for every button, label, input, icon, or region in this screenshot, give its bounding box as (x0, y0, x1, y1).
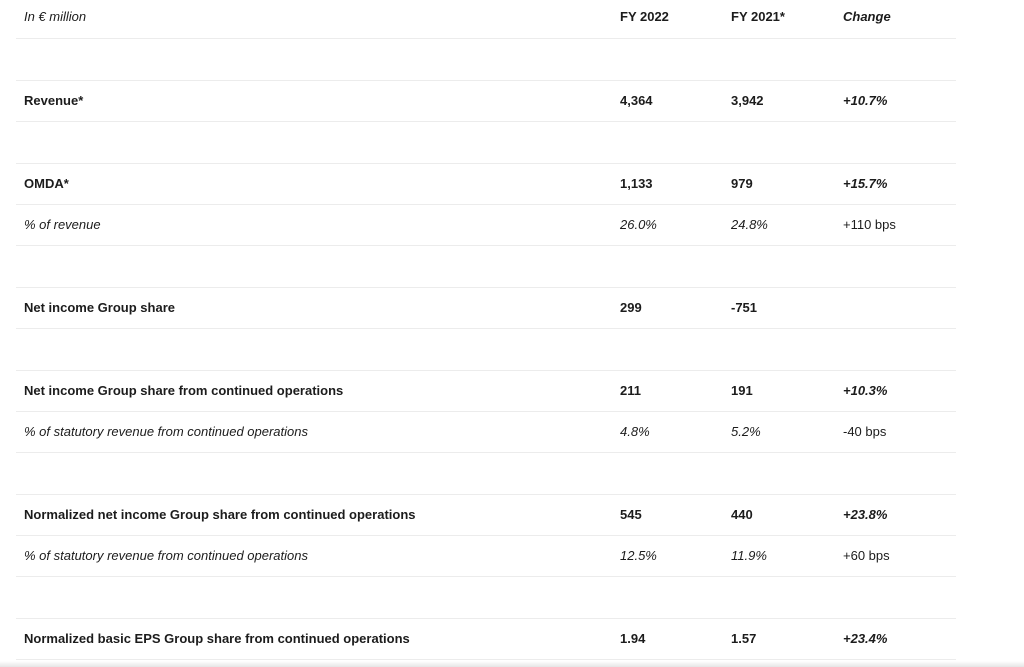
row-label: Normalized basic EPS Group share from continued operations (24, 631, 410, 646)
bottom-edge-shadow (0, 661, 1024, 667)
row-label: % of revenue (24, 217, 101, 232)
value-fy2022: 1.94 (620, 631, 646, 646)
unit-label: In € million (24, 9, 87, 24)
value-fy2022: 545 (620, 507, 642, 522)
table-row-net-income (16, 288, 956, 329)
value-change: +15.7% (843, 176, 888, 191)
row-label: Normalized net income Group share from continued operations (24, 507, 416, 522)
value-fy2021: 11.9% (731, 548, 767, 563)
row-label: Net income Group share from continued operations (24, 383, 344, 398)
column-header-fy2022: FY 2022 (620, 9, 669, 24)
table-row-normalized-net-income-margin (16, 536, 956, 577)
value-fy2022: 12.5% (620, 548, 657, 563)
value-change: +10.3% (843, 383, 888, 398)
value-fy2021: 440 (731, 507, 753, 522)
table-row-net-income-continued (16, 371, 956, 412)
value-change: +60 bps (843, 548, 890, 563)
value-change: +23.8% (843, 507, 888, 522)
table-row-net-income-continued-margin (16, 412, 956, 453)
value-fy2021: 5.2% (731, 424, 761, 439)
table-header-row (16, 0, 956, 39)
value-fy2022: 26.0% (620, 217, 657, 232)
value-change: +10.7% (843, 93, 888, 108)
financial-results-table (16, 0, 956, 660)
value-fy2021: 191 (731, 383, 753, 398)
row-label: OMDA* (24, 176, 69, 191)
spacer-row (16, 39, 956, 81)
value-fy2021: 1.57 (731, 631, 757, 646)
value-change: +110 bps (843, 217, 896, 232)
column-header-change: Change (843, 9, 891, 24)
row-label: Net income Group share (24, 300, 175, 315)
table-row-omda-margin (16, 205, 956, 246)
column-header-fy2021: FY 2021* (731, 9, 785, 24)
value-fy2021: -751 (731, 300, 758, 315)
value-fy2022: 299 (620, 300, 642, 315)
value-fy2022: 1,133 (620, 176, 653, 191)
spacer-row (16, 329, 956, 371)
row-label: % of statutory revenue from continued operations (24, 548, 308, 563)
value-change: +23.4% (843, 631, 888, 646)
value-fy2021: 3,942 (731, 93, 764, 108)
value-fy2021: 24.8% (731, 217, 768, 232)
table-row-normalized-eps (16, 619, 956, 660)
value-fy2022: 211 (620, 383, 641, 398)
value-change: -40 bps (843, 424, 887, 439)
value-fy2021: 979 (731, 176, 753, 191)
spacer-row (16, 577, 956, 619)
table-row-omda (16, 164, 956, 205)
row-label: Revenue* (24, 93, 84, 108)
spacer-row (16, 122, 956, 164)
spacer-row (16, 246, 956, 288)
table-row-normalized-net-income (16, 495, 956, 536)
value-fy2022: 4,364 (620, 93, 653, 108)
value-fy2022: 4.8% (620, 424, 650, 439)
row-label: % of statutory revenue from continued operations (24, 424, 308, 439)
spacer-row (16, 453, 956, 495)
table-row-revenue (16, 81, 956, 122)
